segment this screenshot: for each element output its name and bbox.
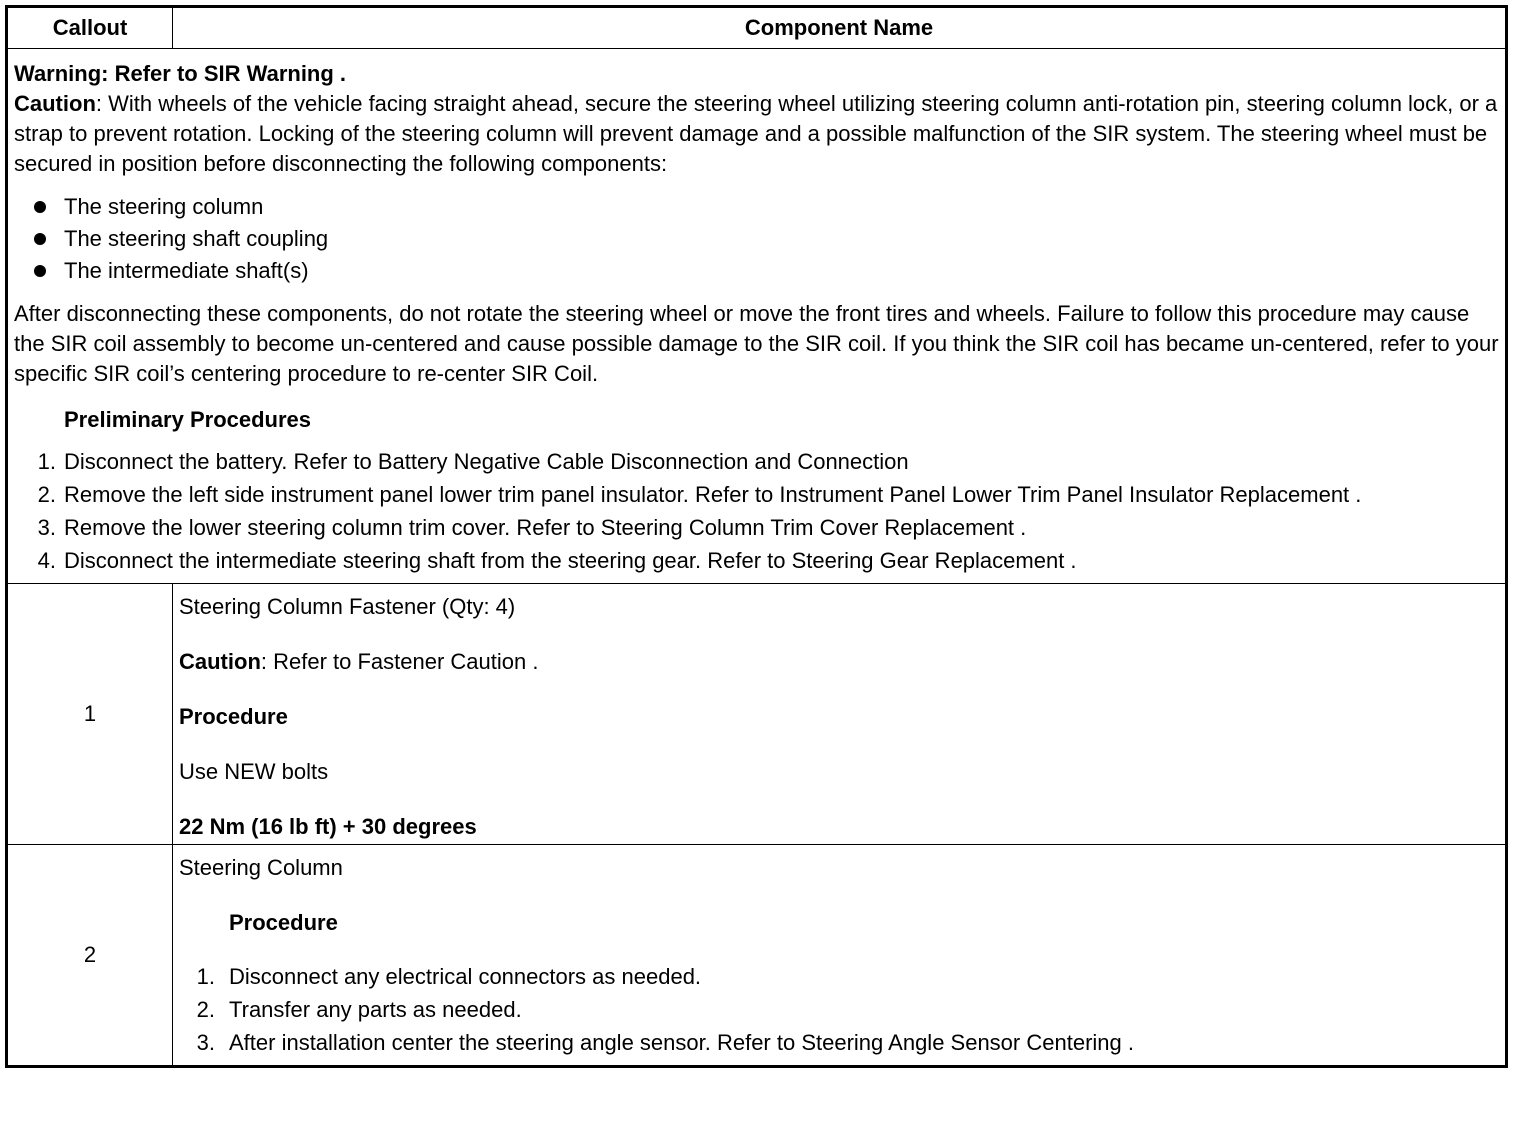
step-text: After installation center the steering angle sensor. Refer to Steering Angle Sensor Centering . xyxy=(229,1030,1134,1055)
procedure-steps-list xyxy=(179,962,1499,1058)
component-name: Steering Column xyxy=(179,855,343,880)
step-number: 2. xyxy=(196,997,215,1022)
list-item xyxy=(14,546,1499,576)
step-text: Disconnect any electrical connectors as needed. xyxy=(229,964,702,989)
sir-warning: Warning: Refer to SIR Warning . xyxy=(14,61,347,86)
component-table xyxy=(5,5,1508,1068)
callout-number: 1 xyxy=(7,584,173,845)
torque-spec: 22 Nm (16 lb ft) + 30 degrees xyxy=(179,814,477,839)
step-number: 4. xyxy=(37,548,56,573)
intro-cell xyxy=(7,49,1507,584)
list-item xyxy=(14,447,1499,477)
table-row xyxy=(7,845,1507,1067)
step-text: Disconnect the battery. Refer to Battery Negative Cable Disconnection and Connection xyxy=(64,449,909,474)
step-text: Disconnect the intermediate steering shaft from the steering gear. Refer to Steering Gear Replacement . xyxy=(64,548,1077,573)
caution-paragraph xyxy=(14,89,1499,179)
after-disconnect-paragraph: After disconnecting these components, do not rotate the steering wheel or move the front tires and wheels. Failure to follow this procedure may cause the SIR coil assembly to become un-centered and cause possible damage to the SIR coil. If you think the SIR coil has became un-centered, refer to your specific SIR coil’s centering procedure to re-center SIR Coil. xyxy=(14,301,1499,386)
preliminary-procedures-heading: Preliminary Procedures xyxy=(64,407,312,432)
component-cell xyxy=(173,845,1507,1067)
step-text: Transfer any parts as needed. xyxy=(229,997,522,1022)
callout-number: 2 xyxy=(7,845,173,1067)
procedure-instruction: Use NEW bolts xyxy=(179,759,329,784)
preliminary-steps-list xyxy=(14,447,1499,576)
callout-column-header: Callout xyxy=(7,7,173,49)
component-cell xyxy=(173,584,1507,845)
list-item xyxy=(14,480,1499,510)
table-row xyxy=(7,584,1507,845)
step-number: 2. xyxy=(37,482,56,507)
list-item: The intermediate shaft(s) xyxy=(14,255,1499,287)
procedure-heading: Procedure xyxy=(179,704,288,729)
list-item xyxy=(14,513,1499,543)
procedure-heading: Procedure xyxy=(229,910,338,935)
caution-label: Caution xyxy=(14,91,96,116)
list-item: The steering shaft coupling xyxy=(14,223,1499,255)
step-number: 3. xyxy=(196,1030,215,1055)
step-number: 1. xyxy=(196,964,215,989)
caution-text: : Refer to Fastener Caution . xyxy=(260,649,539,674)
list-item: The steering column xyxy=(14,191,1499,223)
step-text: Remove the left side instrument panel lower trim panel insulator. Refer to Instrument Panel Lower Trim Panel Insulator Replacement . xyxy=(64,482,1362,507)
caution-label: Caution xyxy=(179,649,261,674)
component-bullet-list xyxy=(14,191,1499,287)
list-item xyxy=(179,1028,1499,1058)
table-header-row xyxy=(7,7,1507,49)
list-item xyxy=(179,995,1499,1025)
intro-row xyxy=(7,49,1507,584)
caution-text: : With wheels of the vehicle facing straight ahead, secure the steering wheel utilizing steering column anti-rotation pin, steering column lock, or a strap to prevent rotation. Locking of the steering column will prevent damage and a possible malfunction of the SIR system. The steering wheel must be secured in position before disconnecting the following components: xyxy=(14,91,1498,176)
step-number: 3. xyxy=(37,515,56,540)
component-name-column-header: Component Name xyxy=(173,7,1507,49)
step-number: 1. xyxy=(37,449,56,474)
fastener-caution xyxy=(179,647,1499,677)
component-name: Steering Column Fastener (Qty: 4) xyxy=(179,594,516,619)
step-text: Remove the lower steering column trim cover. Refer to Steering Column Trim Cover Replacement . xyxy=(64,515,1027,540)
list-item xyxy=(179,962,1499,992)
